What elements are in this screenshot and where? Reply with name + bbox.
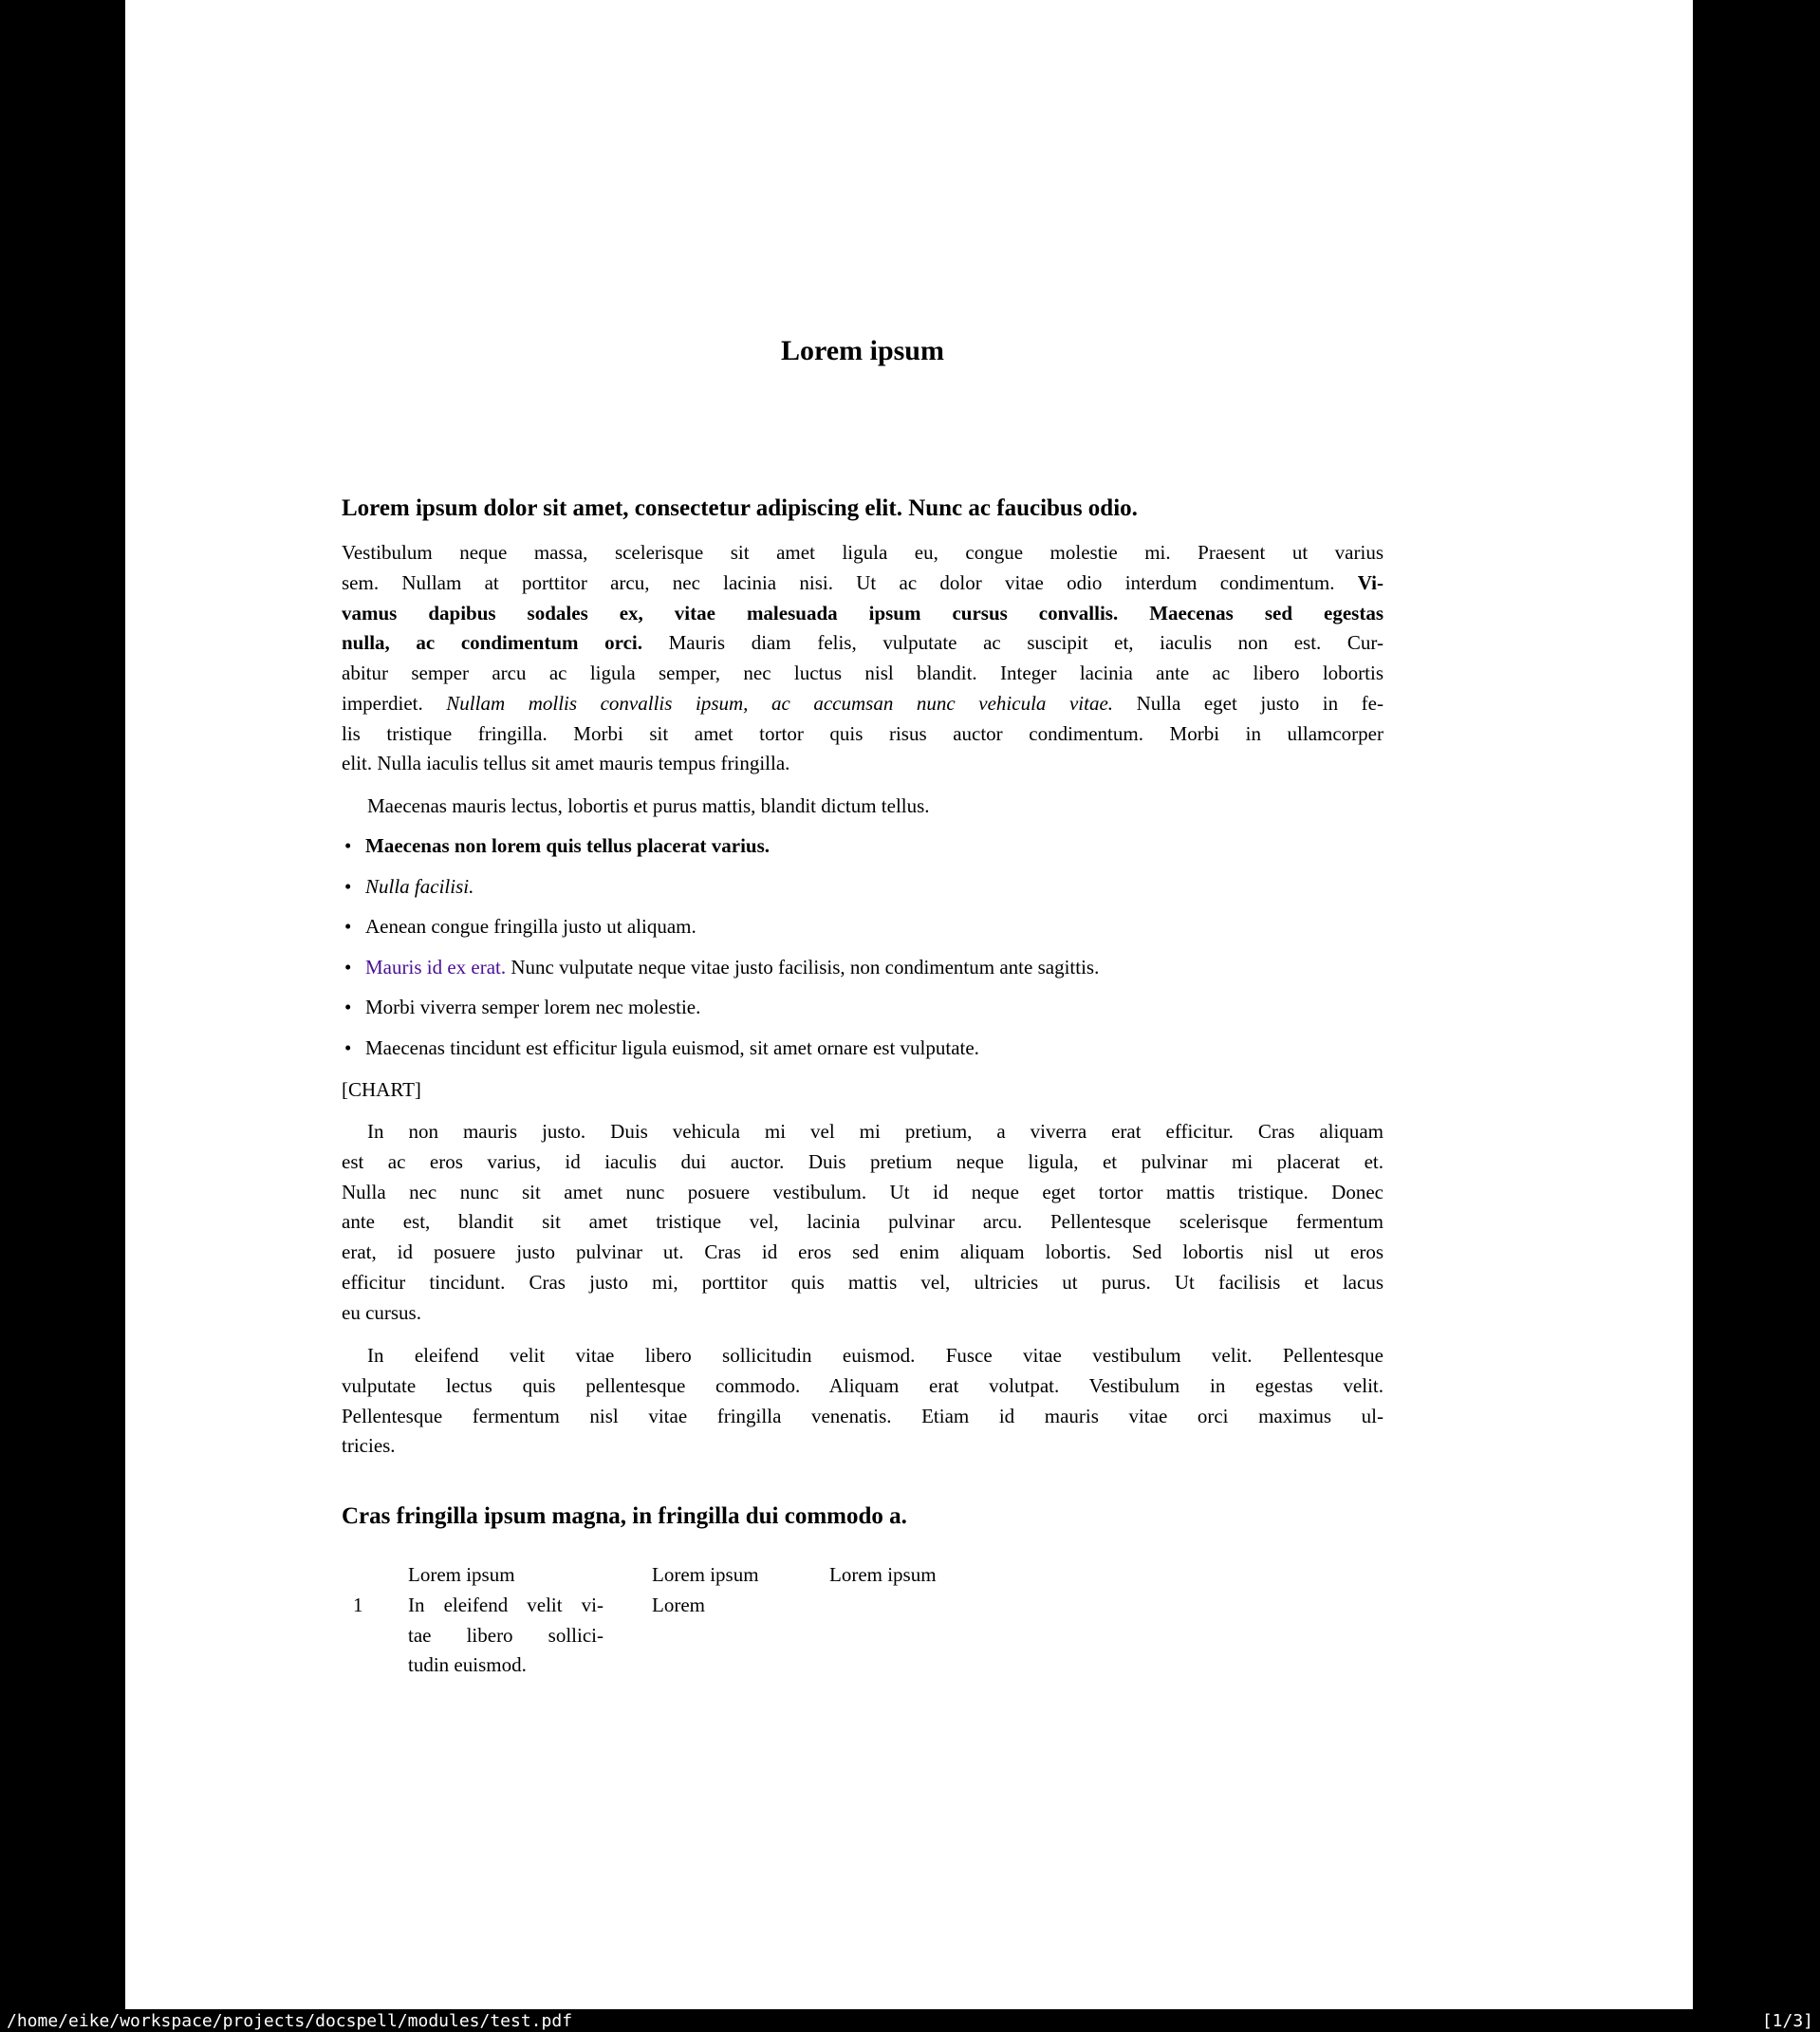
text-line: In eleifend velit vitae libero sollicitudin euismod. Fusce vitae vestibulum velit. Pellentesque <box>367 1344 1384 1367</box>
table-column-3 <box>829 1560 937 1591</box>
italic-text: Nullam mollis convallis ipsum, ac accumsan nunc vehicula vitae. <box>446 691 1114 715</box>
text-line: imperdiet. Nullam mollis convallis ipsum, ac accumsan nunc vehicula vitae. Nulla eget justo in fe- <box>342 691 1384 715</box>
bullet-icon: • <box>344 955 352 979</box>
bullet-text: Nunc vulputate neque vitae justo facilisis, non condimentum ante sagittis. <box>506 955 1100 979</box>
bullet-icon: • <box>344 834 352 857</box>
paragraph-indented <box>342 792 1384 822</box>
section-heading-2: Cras fringilla ipsum magna, in fringilla dui commodo a. <box>342 1503 907 1529</box>
table-cell: Lorem <box>652 1593 705 1616</box>
bullet-text: Nulla facilisi. <box>365 874 474 898</box>
bullet-text: Aenean congue fringilla justo ut aliquam. <box>365 915 696 938</box>
text-line: In non mauris justo. Duis vehicula mi vel mi pretium, a viverra erat efficitur. Cras aliquam <box>367 1120 1384 1143</box>
bullet-text: Maecenas non lorem quis tellus placerat varius. <box>365 834 771 857</box>
text-line: Nulla nec nunc sit amet nunc posuere vestibulum. Ut id neque eget tortor mattis tristique. Donec <box>342 1180 1384 1203</box>
bullet-icon: • <box>344 874 352 898</box>
table-column-1 <box>408 1560 604 1681</box>
table-cell-line: tudin euismod. <box>408 1653 527 1677</box>
text-line: est ac eros varius, id iaculis dui auctor. Duis pretium neque ligula, et pulvinar mi placerat et. <box>342 1149 1384 1173</box>
bullet-icon: • <box>344 1035 352 1059</box>
bullet-icon: • <box>344 996 352 1018</box>
bullet-icon: • <box>344 915 352 938</box>
text-line: elit. Nulla iaculis tellus sit amet mauris tempus fringilla. <box>342 752 790 775</box>
pdf-page <box>125 0 1693 2009</box>
table <box>342 1560 1384 1712</box>
bold-text: Vi- <box>1357 570 1384 594</box>
text-line: tricies. <box>342 1434 396 1458</box>
text-line: nulla, ac condimentum orci. Mauris diam felis, vulputate ac suscipit et, iaculis non est. Cur- <box>342 631 1384 655</box>
text-line: Maecenas mauris lectus, lobortis et purus mattis, blandit dictum tellus. <box>367 794 930 817</box>
table-header-cell: Lorem ipsum <box>408 1563 515 1586</box>
text-line: Pellentesque fermentum nisl vitae fringilla venenatis. Etiam id mauris vitae orci maximus ul- <box>342 1404 1384 1427</box>
text-line: efficitur tincidunt. Cras justo mi, porttitor quis mattis vel, ultricies ut purus. Ut facilisis et lacus <box>342 1270 1384 1294</box>
table-header-cell: Lorem ipsum <box>829 1563 937 1586</box>
text-line: ante est, blandit sit amet tristique vel, lacinia pulvinar arcu. Pellentesque scelerisque fermentum <box>342 1210 1384 1234</box>
bullet-text: Morbi viverra semper lorem nec molestie. <box>365 996 701 1018</box>
table-cell-line: In eleifend velit vi- <box>408 1593 604 1616</box>
text-line: vamus dapibus sodales ex, vitae malesuada ipsum cursus convallis. Maecenas sed egestas <box>342 601 1384 625</box>
text-line: abitur semper arcu ac ligula semper, nec luctus nisl blandit. Integer lacinia ante ac libero lobortis <box>342 662 1384 684</box>
table-cell-line: tae libero sollici- <box>408 1623 604 1647</box>
table-row-number: 1 <box>353 1593 363 1616</box>
document-content <box>342 0 1384 2009</box>
paragraph-3 <box>342 1341 1384 1462</box>
table-column-number <box>353 1560 363 1621</box>
table-header-cell: Lorem ipsum <box>652 1563 759 1586</box>
section-heading-1: Lorem ipsum dolor sit amet, consectetur adipiscing elit. Nunc ac faucibus odio. <box>342 495 1138 521</box>
bullet-item <box>342 993 1384 1023</box>
statusbar-file-path: /home/eike/workspace/projects/docspell/modules/test.pdf <box>7 2010 573 2031</box>
paragraph-2 <box>342 1117 1384 1328</box>
chart-placeholder: [CHART] <box>342 1078 421 1101</box>
text-line: eu cursus. <box>342 1300 421 1324</box>
document-title: Lorem ipsum <box>781 335 944 366</box>
text-line: vulputate lectus quis pellentesque commodo. Aliquam erat volutpat. Vestibulum in egestas velit. <box>342 1373 1384 1397</box>
paragraph-1 <box>342 538 1384 779</box>
statusbar-page-indicator: [1/3] <box>1761 2010 1813 2031</box>
mauris-hyperlink[interactable]: Mauris id ex erat. <box>365 955 507 979</box>
text-line: Vestibulum neque massa, scelerisque sit amet ligula eu, congue molestie mi. Praesent ut varius <box>342 541 1384 564</box>
bullet-item <box>342 1034 1384 1064</box>
bullet-item <box>342 872 1384 903</box>
bullet-text: Maecenas tincidunt est efficitur ligula euismod, sit amet ornare est vulputate. <box>365 1035 979 1059</box>
table-column-2 <box>652 1560 759 1621</box>
statusbar <box>0 2009 1820 2032</box>
bullet-list <box>342 831 1384 1073</box>
bullet-item <box>342 831 1384 862</box>
bold-text: nulla, ac condimentum orci. <box>342 631 642 655</box>
bullet-item <box>342 953 1384 983</box>
text-line: erat, id posuere justo pulvinar ut. Cras id eros sed enim aliquam lobortis. Sed lobortis nisl ut eros <box>342 1240 1384 1263</box>
text-line: sem. Nullam at porttitor arcu, nec lacinia nisi. Ut ac dolor vitae odio interdum condimentum. Vi- <box>342 570 1384 594</box>
bullet-item <box>342 912 1384 942</box>
text-line: lis tristique fringilla. Morbi sit amet tortor quis risus auctor condimentum. Morbi in ullamcorper <box>342 721 1384 745</box>
